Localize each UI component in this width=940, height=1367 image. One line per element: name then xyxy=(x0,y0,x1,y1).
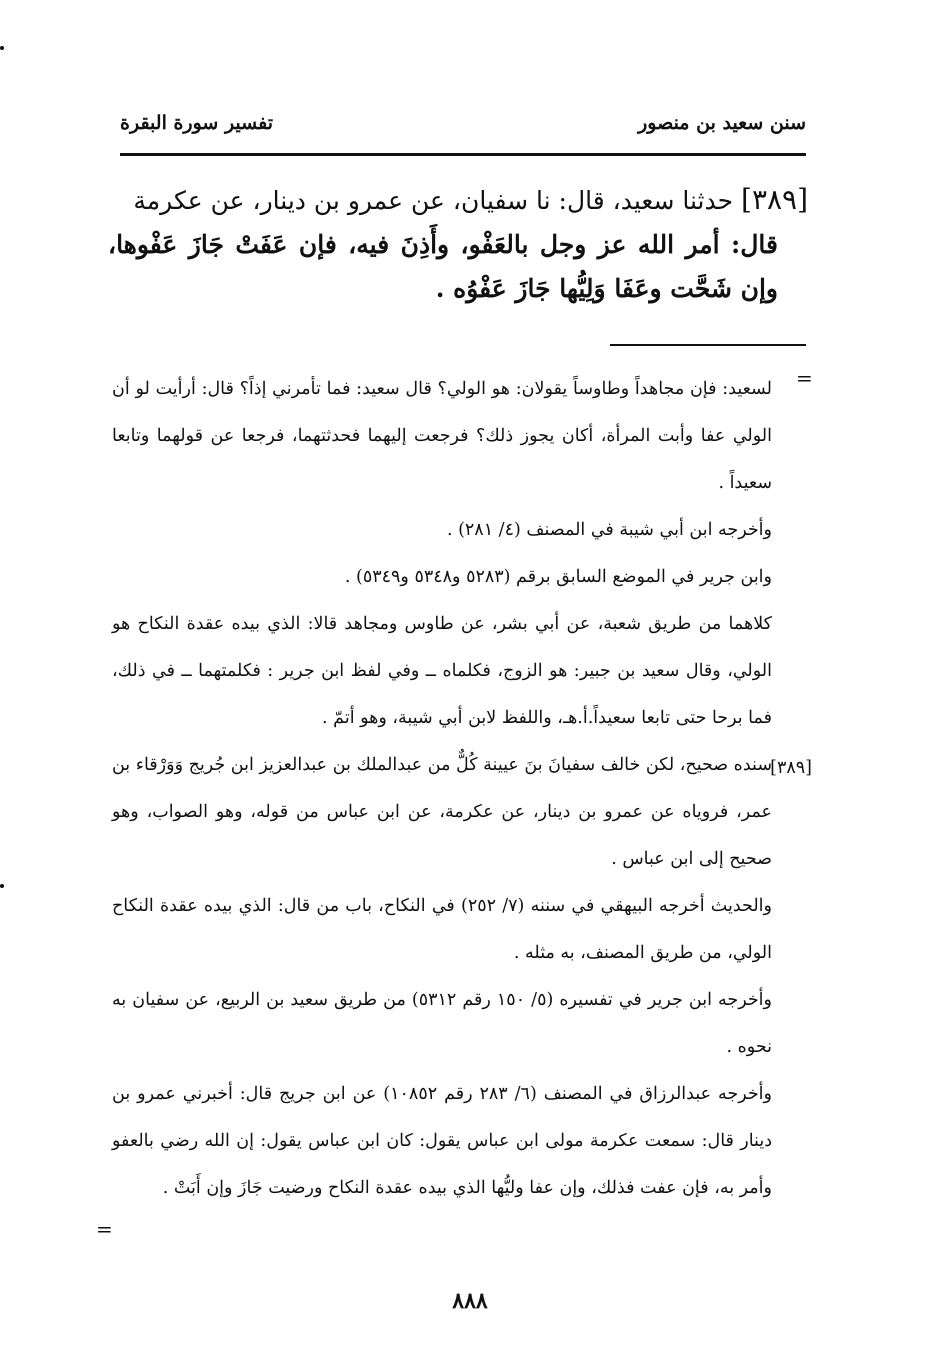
footnotes xyxy=(112,366,772,1212)
book-title: سنن سعيد بن منصور xyxy=(638,112,806,134)
isnad: حدثنا سعيد، قال: نا سفيان، عن عمرو بن دينار، عن عكرمة xyxy=(133,186,734,215)
footnote-paragraph: كلاهما من طريق شعبة، عن أبي بشر، عن طاوس ومجاهد قالا: الذي بيده عقدة النكاح هو الولي، وقال سعيد بن جبير: هو الزوج، فكلماه ــ وفي لفظ ابن جرير : فكلمتهما ــ في ذلك، فما برحا حتى تابعا سعيداً.أ.هـ، واللفظ لابن أبي شيبة، وهو أتمّ . xyxy=(112,614,772,728)
footnote-paragraph: وابن جرير في الموضع السابق برقم (٥٢٨٣ و٥٣٤٨ و٥٣٤٩) . xyxy=(344,567,772,587)
hadith-number: [٣٨٩] xyxy=(741,183,808,216)
footnote-paragraph: وأخرجه ابن جرير في تفسيره (٥/ ١٥٠ رقم ٥٣١٢) من طريق سعيد بن الربيع، عن سفيان به نحوه . xyxy=(112,990,772,1057)
hadith-text xyxy=(108,178,808,311)
footnote-rule xyxy=(610,344,806,346)
header-rule xyxy=(120,153,806,156)
running-head xyxy=(120,112,806,142)
hadith-chain xyxy=(108,178,808,223)
end-marker: = xyxy=(96,1217,113,1241)
continuation-marker: = xyxy=(796,366,813,390)
footnote-paragraph: وأخرجه عبدالرزاق في المصنف (٦/ ٢٨٣ رقم ١٠٨٥٢) عن ابن جريج قال: أخبرني عمرو بن دينار قال: سمعت عكرمة مولى ابن عباس يقول: كان ابن عباس يقول: إن الله رضي بالعفو وأمر به، فإن عفت فذلك، وإن عفا وليُّها الذي بيده عقدة النكاح ورضيت جَازَ وإن أَبَتْ . xyxy=(112,1084,772,1198)
hadith-matn: قال: أمر الله عز وجل بالعَفْو، وأَذِنَ فيه، فإن عَفَتْ جَازَ عَفْوها، وإن شَحَّت وعَفَا وَلِيُّها جَازَ عَفْوُه . xyxy=(108,230,778,303)
section-title: تفسير سورة البقرة xyxy=(120,112,274,134)
footnote-paragraph: والحديث أخرجه البيهقي في سننه (٧/ ٢٥٢) في النكاح، باب من قال: الذي بيده عقدة النكاح الولي، من طريق المصنف، به مثله . xyxy=(112,896,772,963)
footnote-paragraph: وأخرجه ابن أبي شيبة في المصنف (٤/ ٢٨١) . xyxy=(446,520,772,540)
footnote-reference-number: [٣٨٩] xyxy=(770,758,812,778)
page-number: ٨٨٨ xyxy=(452,1288,488,1314)
scan-mark xyxy=(0,884,4,888)
footnote-paragraph: سنده صحيح، لكن خالف سفيانَ بنَ عيينة كُلٌّ من عبدالملك بن عبدالعزيز ابن جُريج وَوَرْقاء بن عمر، فروياه عن عمرو بن دينار، عن عكرمة، عن ابن عباس من قوله، وهو الصواب، وهو صحيح إلى ابن عباس . xyxy=(111,755,772,869)
scan-mark xyxy=(0,46,4,50)
footnote-paragraph: لسعيد: فإن مجاهداً وطاوساً يقولان: هو الولي؟ قال سعيد: فما تأمرني إذاً؟ قال: أرأيت لو أن الولي عفا وأبت المرأة، أكان يجوز ذلك؟ فرجعت إليهما فحدثتهما، فرجعا عن قولهما وتابعا سعيداً . xyxy=(112,379,772,493)
